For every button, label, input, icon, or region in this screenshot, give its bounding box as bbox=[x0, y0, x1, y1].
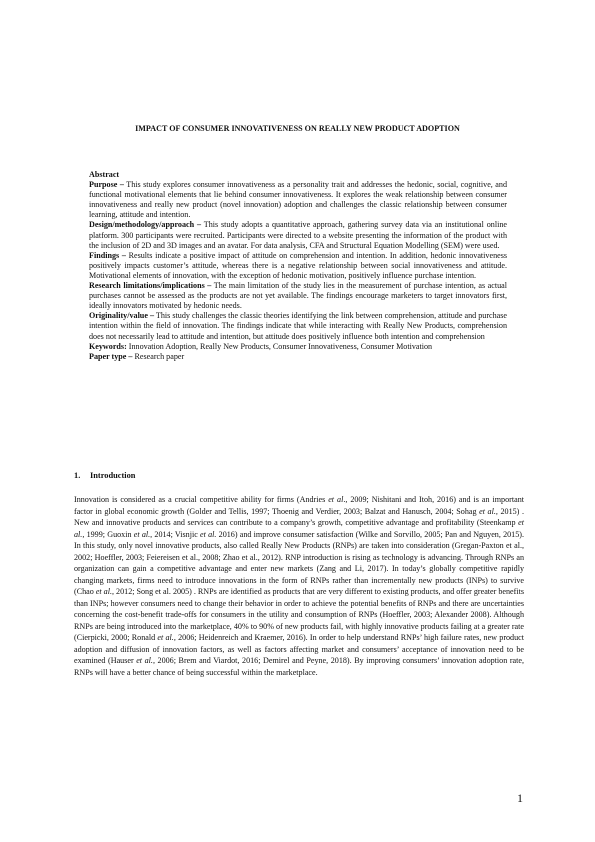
intro-text: , 1999; Guoxin bbox=[82, 529, 134, 539]
page-number: 1 bbox=[517, 791, 523, 805]
introduction-paragraph bbox=[74, 494, 524, 678]
design-text: This study adopts a quantitative approach, gathering survey data via an institutional online platform. 300 participants were recruited. Participants were directed to a website presenting the information of the product with the inclusion of 2D and 3D images and an avatar. For data analysis, CFA and Structural Equation Modelling (SEM) were used. bbox=[89, 220, 507, 250]
abstract-originality bbox=[89, 311, 507, 341]
intro-etal: et al. bbox=[200, 529, 217, 539]
intro-etal: et al. bbox=[95, 587, 112, 596]
design-label: Design/methodology/approach – bbox=[89, 220, 202, 230]
intro-text: , 2006; Brem and Viardot, 2016; Demirel and Peyne, 2018). By improving consumers’ innovation adoption rate, RNPs will have a better chance of being successful within the marketplace. bbox=[74, 656, 524, 677]
intro-etal: et al. bbox=[136, 656, 153, 665]
section-number: 1. bbox=[74, 471, 81, 480]
abstract-findings bbox=[89, 251, 507, 281]
intro-text: ., 2009; Nishitani and Itoh, 2016) and is an important factor in global economic growth (Golder and Tellis, 1997; Thoenig and Verdier, 2003; Balzat and Hanusch, 2004; Sohag bbox=[74, 495, 524, 516]
abstract-keywords bbox=[89, 342, 507, 352]
abstract bbox=[89, 170, 507, 362]
intro-text: , 2014; Visnjic bbox=[150, 529, 201, 539]
section-heading-introduction bbox=[74, 471, 135, 480]
paper-title: IMPACT OF CONSUMER INNOVATIVENESS ON REALLY NEW PRODUCT ADOPTION bbox=[135, 124, 460, 133]
section-title: Introduction bbox=[90, 471, 136, 480]
keywords-text: Innovation Adoption, Really New Products, Consumer Innovativeness, Consumer Motivation bbox=[126, 341, 433, 351]
findings-text: Results indicate a positive impact of attitude on comprehension and intention. In addition, hedonic innovativeness positively impacts customer’s attitude, whereas there is a negative relationship between social innovativeness and attitude. Motivational elements of innovation, with the exception of hedonic motivation, positively influence purchase intention. bbox=[89, 250, 508, 280]
abstract-limitations bbox=[89, 281, 507, 311]
purpose-text: This study explores consumer innovativeness as a personality trait and addresses the hedonic, social, cognitive, and functional motivational elements that lie behind consumer innovativeness. It explores the weak relationship between consumer innovativeness and really new product (novel innovation) adoption and challenges the classic relationship between consumer learning, attitude and intention. bbox=[89, 180, 507, 220]
intro-etal: et al. bbox=[74, 518, 524, 539]
intro-text: , 2006; Heidenreich and Kraemer, 2016). In order to help understand RNPs’ high failure rates, new product adoption and diffusion of innovation factors, as well as factors affecting market and consumers’ acceptance of innovation need to be examined (Hauser bbox=[74, 633, 524, 665]
intro-etal: et al bbox=[328, 495, 344, 504]
paper-type-text: Research paper bbox=[132, 351, 185, 361]
intro-text: , 2012; Song et al. 2005) . RNPs are identified as products that are very different to existing products, and offer greater benefits than INPs; however consumers need to change their behavior in order to achieve the potential benefits of RNPs and there are uncertainties concerning the cost-benefit trade-offs for consumers in the utility and consumption of RNPs (Hoeffler, 2003; Alexander 2008). Although RNPs are being introduced into the marketplace, 40% to 90% of new products fail, with highly innovative products failing at a greater rate (Cierpicki, 2000; Ronald bbox=[74, 587, 524, 642]
abstract-purpose bbox=[89, 180, 507, 220]
abstract-heading: Abstract bbox=[89, 170, 120, 179]
keywords-label: Keywords: bbox=[89, 341, 127, 351]
abstract-design bbox=[89, 220, 507, 250]
limitations-text: The main limitation of the study lies in the measurement of purchase intention, as actual purchases cannot be assessed as the products are not yet available. The findings encourage marketers to target innovators first, ideally innovators motivated by hedonic needs. bbox=[89, 281, 507, 311]
intro-text: Innovation is considered as a crucial competitive ability for firms (Andries bbox=[74, 495, 329, 504]
findings-label: Findings – bbox=[89, 250, 126, 260]
originality-text: This study challenges the classic theories identifying the link between comprehension, attitude and purchase intention within the field of innovation. The findings indicate that while interacting with Really New Products, comprehension does not necessarily lead to attitude and intention, but attitude does positively influence both intention and comprehension bbox=[89, 311, 507, 341]
abstract-paper-type bbox=[89, 352, 507, 362]
paper-type-label: Paper type – bbox=[89, 351, 133, 361]
intro-text: 2016) and improve consumer satisfaction (Wilke and Sorvillo, 2005; Pan and Nguyen, 2015). In this study, only novel innovative products, also called Really New Products (RNPs) are taken into consideration (Gregan-Paxton et al., 2002; Hoeffler, 2003; Feiereisen et al., 2008; Zhao et al., 2012). RNP introduction is rising as technology is advancing. Through RNPs an organization can gain a competitive advantage and enter new markets (Zang and Li, 2017). In today’s globally competitive rapidly changing markets, firms need to introduce innovations in the form of RNPs rather than incrementally new products (INPs) to survive (Chao bbox=[74, 529, 524, 596]
intro-text: , 2015) . New and innovative products and services can contribute to a company’s growth, competitive advantage and profitability (Steenkamp bbox=[74, 506, 524, 527]
limitations-label: Research limitations/implications – bbox=[89, 281, 212, 291]
originality-label: Originality/value – bbox=[89, 311, 155, 321]
intro-etal: et al. bbox=[133, 529, 151, 539]
purpose-label: Purpose – bbox=[89, 180, 124, 190]
intro-etal: et al. bbox=[157, 633, 174, 642]
intro-etal: et al. bbox=[479, 506, 496, 516]
